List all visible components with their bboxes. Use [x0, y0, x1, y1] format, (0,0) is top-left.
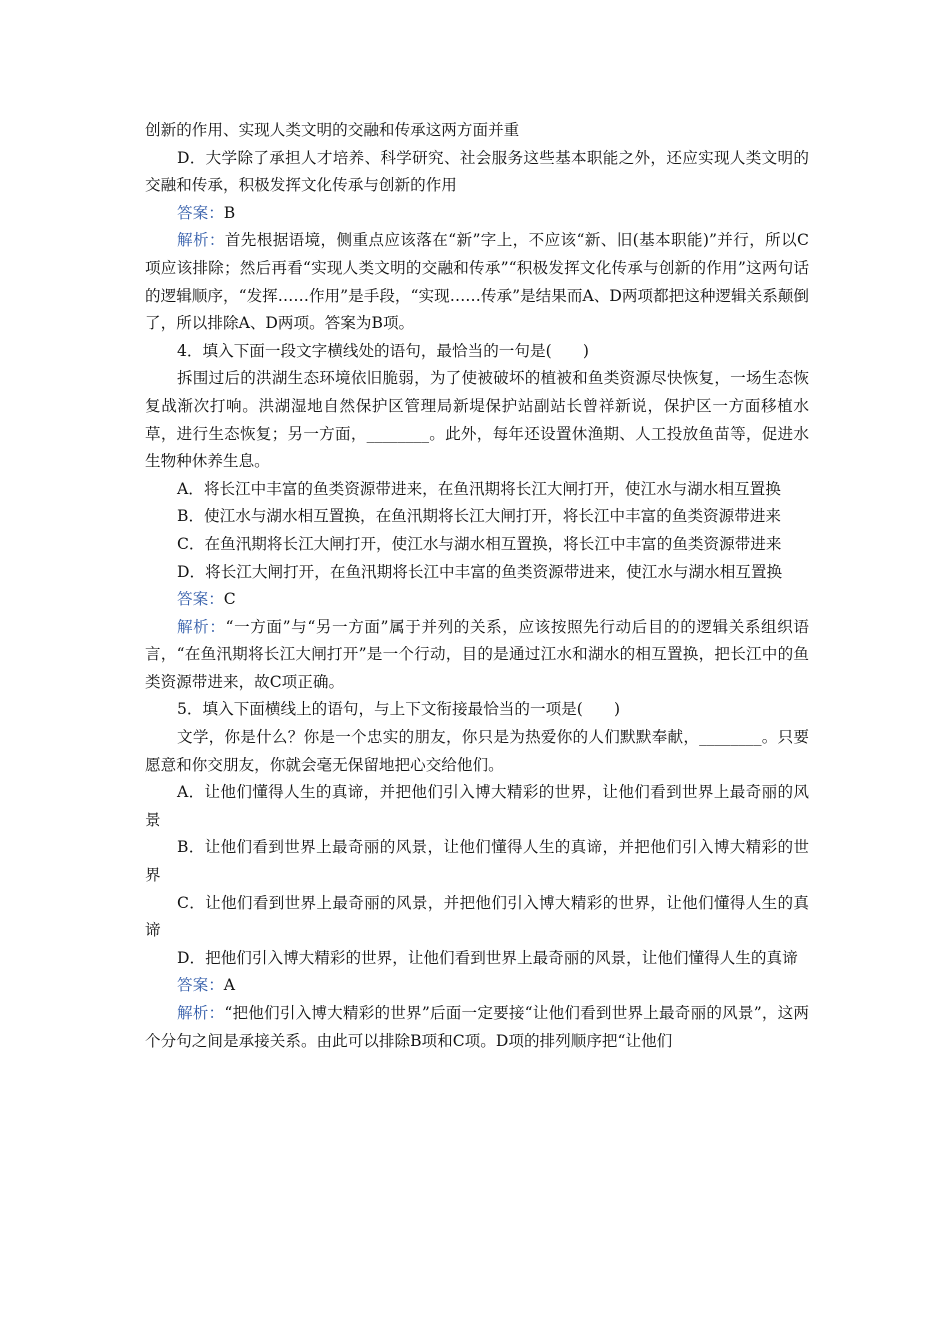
q5-option-c: C．让他们看到世界上最奇丽的风景，并把他们引入博大精彩的世界，让他们懂得人生的真谛 [145, 893, 809, 940]
q4-option-a: A．将长江中丰富的鱼类资源带进来，在鱼汛期将长江大闸打开，使江水与湖水相互置换 [177, 479, 781, 498]
q3-analysis [145, 227, 809, 337]
analysis-label: 解析： [177, 617, 226, 636]
analysis-label: 解析： [177, 1004, 225, 1022]
answer-value: B [223, 203, 236, 222]
q4-analysis [145, 614, 809, 697]
answer-value: A [223, 976, 236, 995]
answer-label: 答案： [177, 590, 224, 609]
q4-option-c: C．在鱼汛期将长江大闸打开，使江水与湖水相互置换，将长江中丰富的鱼类资源带进来 [177, 534, 782, 553]
q4-stem: 4．填入下面一段文字横线处的语句，最恰当的一句是( ) [177, 341, 589, 360]
q5-option-b: B．让他们看到世界上最奇丽的风景，让他们懂得人生的真谛，并把他们引入博大精彩的世界 [145, 838, 809, 885]
q3-option-d: D．大学除了承担人才培养、科学研究、社会服务这些基本职能之外，还应实现人类文明的交融和传承，积极发挥文化传承与创新的作用 [145, 148, 809, 195]
analysis-label: 解析： [177, 231, 225, 250]
q5-passage: 文学，你是什么？你是一个忠实的朋友，你只是为热爱你的人们默默奉献，________。只要愿意和你交朋友，你就会毫无保留地把心交给他们。 [145, 728, 809, 774]
answer-label: 答案： [177, 203, 224, 222]
document-body [145, 117, 809, 1055]
analysis-text: “把他们引入博大精彩的世界”后面一定要接“让他们看到世界上最奇丽的风景”，这两个分句之间是承接关系。由此可以排除B项和C项。D项的排列顺序把“让他们 [145, 1004, 809, 1050]
q4-passage: 拆围过后的洪湖生态环境依旧脆弱，为了使被破坏的植被和鱼类资源尽快恢复，一场生态恢复战渐次打响。洪湖湿地自然保护区管理局新堤保护站副站长曾祥新说，保护区一方面移植水草，进行生态恢复；另一方面，________。此外，每年还设置休渔期、人工投放鱼苗等，促进水生物种休养生息。 [145, 369, 809, 471]
q5-option-a: A．让他们懂得人生的真谛，并把他们引入博大精彩的世界，让他们看到世界上最奇丽的风景 [145, 783, 809, 829]
analysis-text: 首先根据语境，侧重点应该落在“新”字上，不应该“新、旧(基本职能)”并行，所以C项应该排除；然后再看“实现人类文明的交融和传承”“积极发挥文化传承与创新的作用”这两句话的逻辑顺序，“发挥……作用”是手段，“实现……传承”是结果而A、D两项都把这种逻辑关系颠倒了，所以排除A、D两项。答案为B项。 [145, 231, 809, 333]
q4-option-b: B．使江水与湖水相互置换，在鱼汛期将长江大闸打开，将长江中丰富的鱼类资源带进来 [177, 507, 782, 526]
answer-label: 答案： [177, 976, 224, 995]
q5-option-d: D．把他们引入博大精彩的世界，让他们看到世界上最奇丽的风景，让他们懂得人生的真谛 [177, 948, 798, 967]
q4-option-d: D．将长江大闸打开，在鱼汛期将长江中丰富的鱼类资源带进来，使江水与湖水相互置换 [177, 562, 783, 581]
q5-answer [145, 972, 809, 1000]
q5-stem: 5．填入下面横线上的语句，与上下文衔接最恰当的一项是( ) [177, 700, 621, 719]
q3-answer [145, 200, 809, 228]
prev-option-continuation: 创新的作用、实现人类文明的交融和传承这两方面并重 [145, 121, 520, 139]
q5-analysis [145, 1000, 809, 1055]
q4-answer [145, 586, 809, 614]
analysis-text: “一方面”与“另一方面”属于并列的关系，应该按照先行动后目的的逻辑关系组织语言，“在鱼汛期将长江大闸打开”是一个行动，目的是通过江水和湖水的相互置换，把长江中的鱼类资源带进来，故C项正确。 [145, 617, 809, 691]
answer-value: C [223, 590, 236, 609]
